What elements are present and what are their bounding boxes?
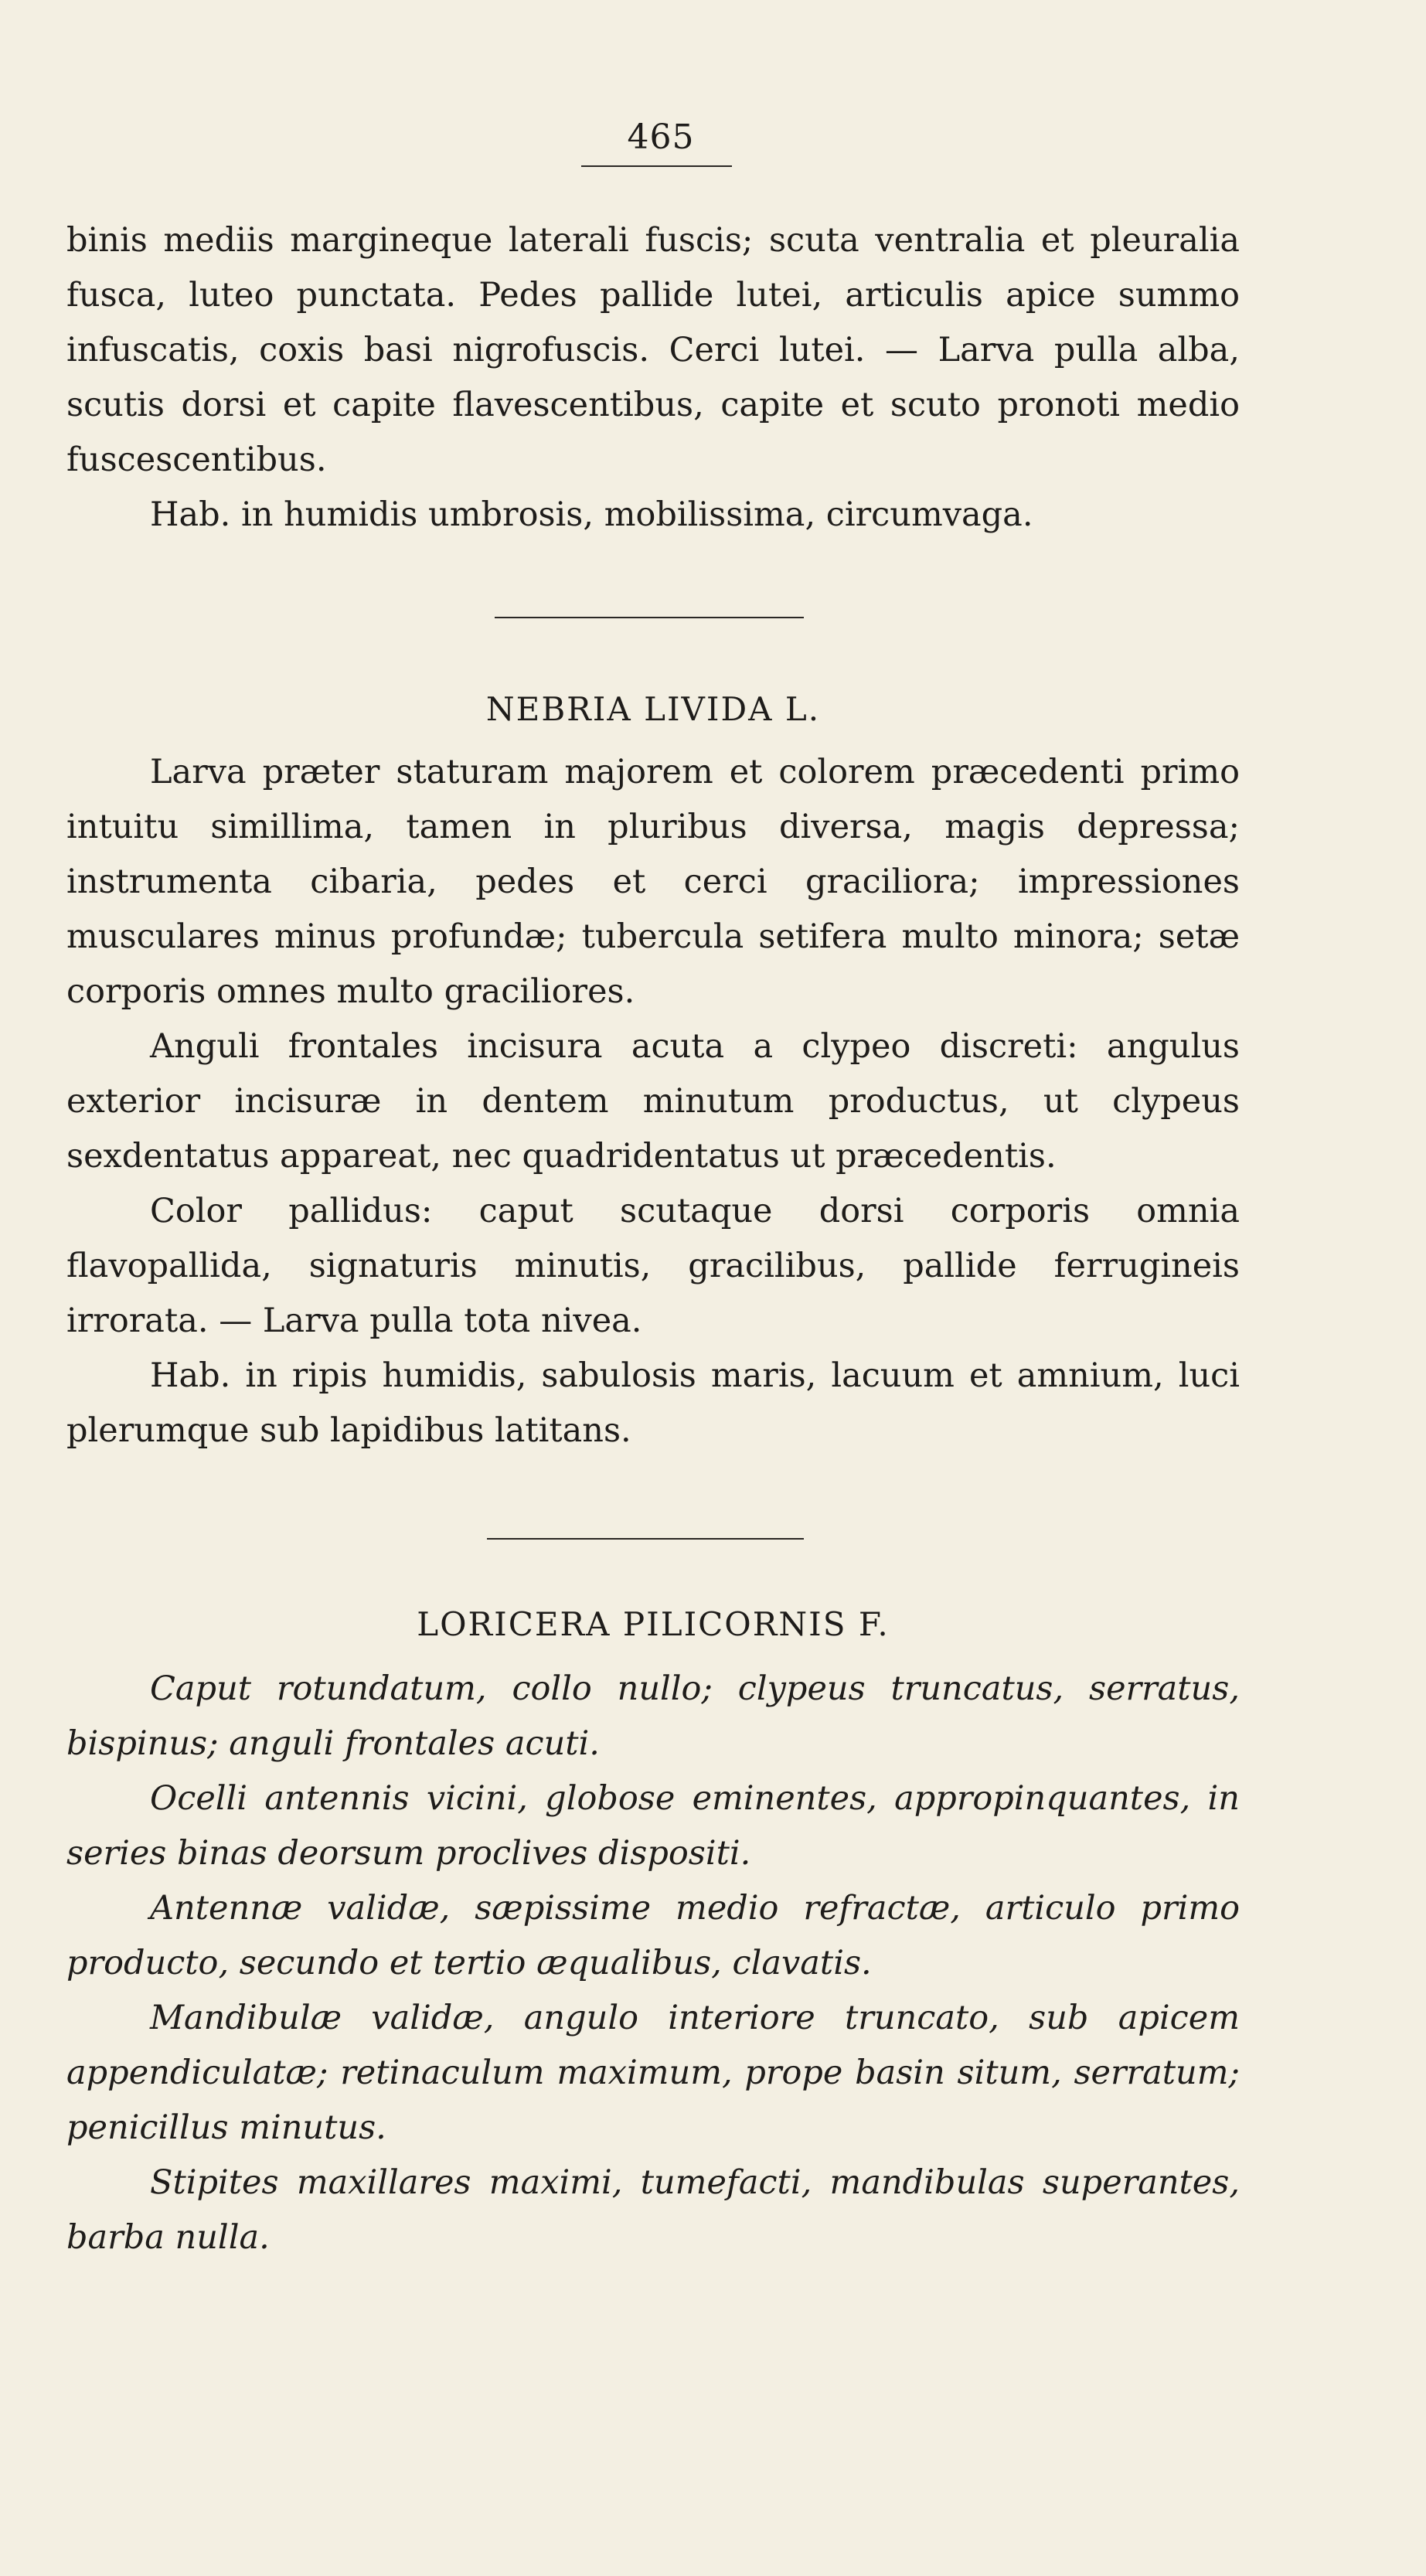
continuation-paragraph: binis mediis margineque laterali fuscis; scuta ventralia et pleuralia fusca, luteo punctata. Pedes pallide lutei, articulis apice summo infuscatis, coxis basi nigrofuscis. Cerci lutei. — Larva pulla alba, scutis dorsi et capite flavescentibus, capite et scuto pronoti medio fuscescentibus. — [66, 221, 1240, 479]
section-divider — [487, 1538, 804, 1540]
nebria-paragraph: Hab. in ripis humidis, sabulosis maris, lacuum et amnium, luci plerumque sub lapidibus latitans. — [66, 1356, 1240, 1450]
page-number-rule — [581, 165, 732, 167]
section-title-loricera: LORICERA PILICORNIS F. — [417, 1605, 890, 1643]
nebria-paragraph: Larva præter staturam majorem et colorem præcedenti primo intuitu simillima, tamen in pluribus diversa, magis depressa; instrumenta cibaria, pedes et cerci graciliora; impressiones musculares minus profundæ; tubercula setifera multo minora; setæ corporis omnes multo graciliores. — [66, 753, 1240, 1011]
loricera-paragraph: Mandibulæ validæ, angulo interiore truncato, sub apicem appendiculatæ; retinaculum maximum, prope basin situm, serratum; penicillus minutus. — [66, 1999, 1240, 2147]
habitat-paragraph: Hab. in humidis umbrosis, mobilissima, circumvaga. — [150, 495, 1033, 534]
section-title-nebria: NEBRIA LIVIDA L. — [485, 690, 821, 728]
loricera-paragraph: Ocelli antennis vicini, globose eminentes, appropinquantes, in series binas deorsum proclives dispositi. — [66, 1779, 1240, 1873]
nebria-text — [66, 745, 1240, 1458]
loricera-paragraph: Stipites maxillares maximi, tumefacti, mandibulas superantes, barba nulla. — [66, 2163, 1240, 2257]
section-divider — [495, 617, 804, 618]
loricera-text — [66, 1662, 1240, 2265]
nebria-paragraph: Color pallidus: caput scutaque dorsi corporis omnia flavopallida, signaturis minutis, gracilibus, pallide ferrugineis irrorata. — Larva pulla tota nivea. — [66, 1192, 1240, 1340]
loricera-paragraph: Caput rotundatum, collo nullo; clypeus truncatus, serratus, bispinus; anguli frontales acuti. — [66, 1669, 1240, 1763]
page-number: 465 — [627, 117, 695, 157]
nebria-paragraph: Anguli frontales incisura acuta a clypeo discreti: angulus exterior incisuræ in dentem minutum productus, ut clypeus sexdentatus appareat, nec quadridentatus ut præcedentis. — [66, 1027, 1240, 1176]
continuation-text — [66, 213, 1240, 543]
loricera-paragraph: Antennæ validæ, sæpissime medio refractæ, articulo primo producto, secundo et tertio æqualibus, clavatis. — [66, 1889, 1240, 1982]
